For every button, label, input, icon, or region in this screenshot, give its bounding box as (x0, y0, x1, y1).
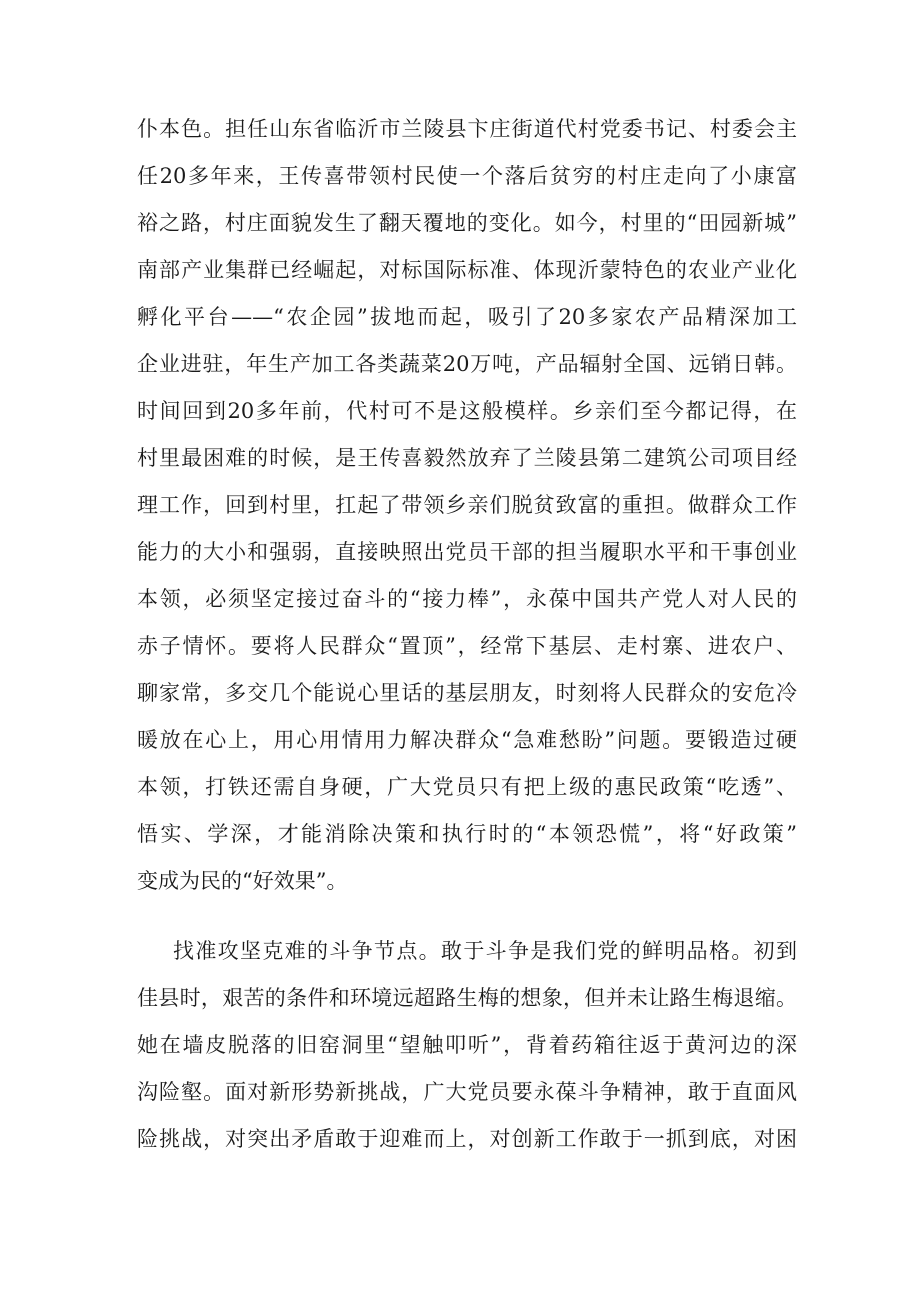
paragraph-1-line: 悟实、学深，才能消除决策和执行时的“本领恐慌”，将“好政策” (137, 822, 797, 846)
paragraph-1-line: 本领，打铁还需自身硬，广大党员只有把上级的惠民政策“吃透”、 (137, 775, 797, 799)
paragraph-1-line: 理工作，回到村里，扛起了带领乡亲们脱贫致富的重担。做群众工作 (137, 493, 797, 517)
paragraph-2-first-line: 找准攻坚克难的斗争节点。敢于斗争是我们党的鲜明品格。初到 (173, 939, 797, 963)
paragraph-2-line: 她在墙皮脱落的旧窑洞里“望触叩听”，背着药箱往返于黄河边的深 (137, 1033, 797, 1057)
paragraph-1-line: 仆本色。担任山东省临沂市兰陵县卞庄街道代村党委书记、村委会主 (137, 117, 797, 141)
paragraph-1-line: 能力的大小和强弱，直接映照出党员干部的担当履职水平和干事创业 (137, 540, 797, 564)
paragraph-2-line: 险挑战，对突出矛盾敢于迎难而上，对创新工作敢于一抓到底，对困 (137, 1127, 797, 1151)
paragraph-1-line: 本领，必须坚定接过奋斗的“接力棒”，永葆中国共产党人对人民的 (137, 587, 797, 611)
paragraph-1-line: 村里最困难的时候，是王传喜毅然放弃了兰陵县第二建筑公司项目经 (137, 446, 797, 470)
paragraph-1-line: 企业进驻，年生产加工各类蔬菜20万吨，产品辐射全国、远销日韩。 (137, 352, 797, 376)
paragraph-1-last-line: 变成为民的“好效果”。 (137, 869, 348, 893)
paragraph-1-line: 赤子情怀。要将人民群众“置顶”，经常下基层、走村寨、进农户、 (137, 634, 797, 658)
paragraph-1-line: 暖放在心上，用心用情用力解决群众“急难愁盼”问题。要锻造过硬 (137, 728, 797, 752)
paragraph-1-line: 任20多年来，王传喜带领村民使一个落后贫穷的村庄走向了小康富 (137, 164, 797, 188)
paragraph-1-line: 裕之路，村庄面貌发生了翻天覆地的变化。如今，村里的“田园新城” (137, 211, 797, 235)
paragraph-2-line: 佳县时，艰苦的条件和环境远超路生梅的想象，但并未让路生梅退缩。 (137, 986, 797, 1010)
paragraph-2-line: 沟险壑。面对新形势新挑战，广大党员要永葆斗争精神，敢于直面风 (137, 1080, 797, 1104)
paragraph-1-line: 时间回到20多年前，代村可不是这般模样。乡亲们至今都记得，在 (137, 399, 797, 423)
paragraph-1-line: 孵化平台——“农企园”拔地而起，吸引了20多家农产品精深加工 (137, 305, 797, 329)
paragraph-1-line: 南部产业集群已经崛起，对标国际标准、体现沂蒙特色的农业产业化 (137, 258, 797, 282)
paragraph-1-line: 聊家常，多交几个能说心里话的基层朋友，时刻将人民群众的安危冷 (137, 681, 797, 705)
